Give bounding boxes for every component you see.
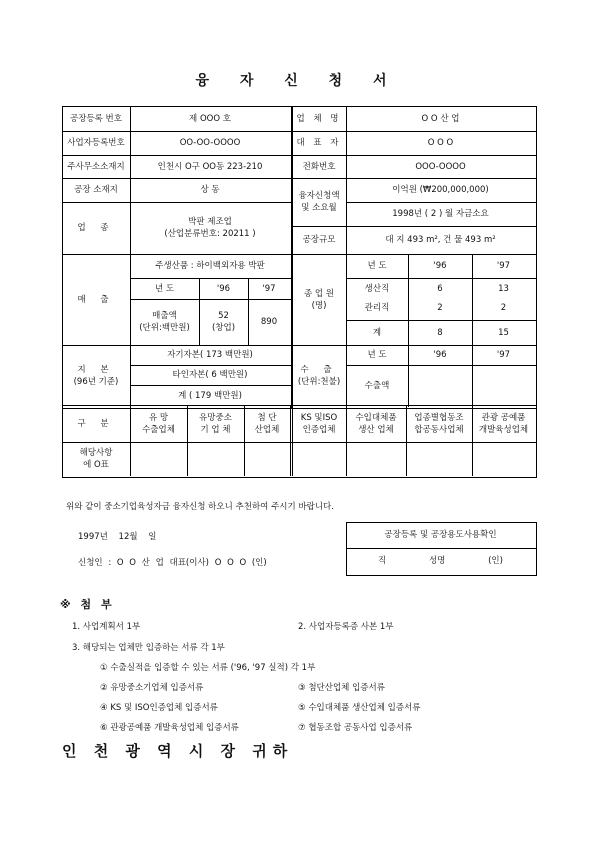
- emp-year-label: 년 도: [367, 261, 387, 271]
- emp-year-97: '97: [496, 261, 511, 271]
- management-96: 2: [437, 303, 443, 313]
- employee-label: [292, 254, 346, 345]
- attachments-title: ※ 첨 부: [60, 598, 115, 611]
- biz-number-value: OO-OO-OOOO: [179, 138, 241, 148]
- category-col2-line1: 유망중소: [199, 412, 232, 423]
- category-coop-firm: [406, 405, 472, 442]
- emp-total-97: 15: [498, 327, 509, 338]
- management-97: 2: [500, 303, 507, 313]
- category-sme-firm: [187, 405, 244, 442]
- applies-label-line2: 에 O표: [83, 460, 109, 470]
- production-label: 생산직: [364, 284, 390, 294]
- document-title: 융 자 신 청 서: [195, 73, 400, 89]
- loan-label-line2: 및 소요월: [301, 203, 337, 213]
- applies-label: [62, 442, 130, 476]
- category-col4-line2: 인증업체: [302, 424, 336, 435]
- address-value: 인천시 O구 OO동 223-210: [157, 161, 263, 172]
- factory-location-label: 공장 소재지: [74, 185, 118, 195]
- attachment-sub-6: ⑥ 관광공예품 개발육성업체 입증서류: [100, 723, 239, 733]
- category-export-firm: [130, 405, 187, 442]
- category-col5-line1: 수입대체품: [355, 412, 397, 423]
- production-96: 6: [437, 284, 443, 294]
- emp-year-96: '96: [433, 261, 447, 271]
- export-amount-label: 수출액: [364, 381, 390, 391]
- attachment-sub-4: ④ KS 및 ISO인증업체 입증서류: [100, 703, 218, 713]
- export-year-label: 년 도: [367, 350, 387, 360]
- category-col1-line2: 수출업체: [142, 424, 175, 435]
- confirm-box-header: 공장등록 및 공장용도사용확인: [384, 530, 497, 540]
- sales-amount-label: [130, 299, 199, 345]
- reg-number-value: 제 OOO 호: [189, 113, 231, 124]
- category-ks-iso-firm: [292, 405, 346, 442]
- company-label: 업 체 명: [296, 113, 342, 124]
- date-text: 1997년 12월 일: [78, 532, 157, 542]
- category-col7-line1: 관광 공예품: [481, 412, 526, 423]
- ceo-value: O O O: [427, 138, 454, 148]
- phone-label: 전화번호: [302, 161, 336, 172]
- sales-year-label: 년 도: [154, 283, 175, 294]
- confirm-box-row: 직 성명 (인): [378, 556, 503, 566]
- sales-year-96: '96: [216, 283, 231, 294]
- employee-title: 종 업 원: [303, 288, 335, 299]
- attachment-1: 1. 사업계획서 1부: [72, 622, 141, 632]
- category-col6-line1: 업종별협동조: [414, 412, 464, 423]
- industry-code: (산업분류번호: 20211 ): [164, 229, 256, 239]
- phone-value: OOO-OOOO: [415, 161, 466, 172]
- main-product: 주생산품 : 하이백외자용 박판: [155, 261, 265, 271]
- attachment-2: 2. 사업자등록증 사본 1부: [298, 622, 394, 632]
- attachment-3: 3. 해당되는 업체만 입증하는 서류 각 1부: [72, 643, 225, 653]
- attachment-sub-3: ③ 첨단산업체 입증서류: [298, 683, 385, 693]
- applies-label-line1: 해당사항: [79, 448, 113, 458]
- own-capital: 자기자본( 173 백만원): [167, 350, 253, 360]
- industry-name: 박판 제조업: [188, 217, 232, 227]
- applicant-text: 신청인 : O O 산 업 대표(이사) O O O (인): [78, 558, 267, 568]
- loan-label-line1: 융자신청액: [298, 191, 340, 201]
- loan-label: [292, 178, 346, 226]
- total-capital: 계 ( 179 백만원): [178, 391, 242, 401]
- category-col5-line2: 생산 업체: [358, 424, 394, 435]
- category-col6-line2: 합공동사업체: [414, 424, 464, 435]
- category-craft-firm: [472, 405, 535, 442]
- address-label: 주사무소소재지: [67, 161, 125, 172]
- sales-year-97: '97: [262, 283, 276, 294]
- emp-total-label: 계: [372, 327, 382, 338]
- reg-number-label: 공장등록 번호: [70, 113, 122, 124]
- category-col4-line1: KS 및ISO: [300, 412, 338, 423]
- factory-location-value: 상 동: [200, 185, 220, 195]
- company-value: O O 산 업: [421, 113, 460, 124]
- export-year-96: '96: [433, 350, 447, 360]
- employee-unit: (명): [311, 300, 327, 311]
- scale-value: 대 지 493 m², 건 물 493 m²: [385, 235, 496, 245]
- addressee: 인 천 광 역 시 장 귀하: [62, 742, 294, 760]
- capital-label: [62, 345, 130, 407]
- export-unit: (단위:천불): [297, 377, 341, 387]
- sales-97-value: 890: [260, 317, 278, 327]
- management-label: 관리직: [364, 303, 390, 313]
- category-col3-line1: 첨 단: [257, 412, 277, 423]
- attachment-sub-7: ⑦ 협동조합 공동사업 입증서류: [298, 723, 413, 733]
- industry-value: [130, 202, 290, 254]
- sales-96-value: [199, 299, 248, 345]
- attachment-sub-5: ⑤ 수입대체품 생산업체 입증서류: [298, 703, 421, 713]
- scale-label: 공장규모: [302, 235, 336, 245]
- sales-96-note: (창업): [211, 323, 236, 333]
- loan-month: 1998년 ( 2 ) 월 자금소요: [392, 209, 489, 219]
- category-hightech-firm: [244, 405, 290, 442]
- capital-basis: (96년 기준): [73, 377, 119, 387]
- sales-amount-title: 매출액: [152, 311, 177, 321]
- production-97: 13: [498, 284, 509, 294]
- category-label: 구 분: [77, 418, 115, 429]
- sales-label: 매 출: [77, 294, 115, 305]
- request-text: 위와 같이 중소기업육성자금 융자신청 하오니 추천하여 주시기 바랍니다.: [66, 502, 334, 512]
- export-title: 수 출: [300, 365, 338, 375]
- industry-label: 업 종: [77, 223, 115, 233]
- capital-title: 지 본: [77, 365, 115, 375]
- category-col2-line2: 기 업 체: [200, 424, 231, 435]
- export-year-97: '97: [496, 350, 511, 360]
- ceo-label: 대 표 자: [296, 138, 342, 148]
- sales-amount-unit: (단위:백만원): [139, 323, 190, 333]
- attachment-sub-2: ② 유망중소기업체 입증서류: [100, 683, 204, 693]
- attachment-sub-1: ① 수출실적을 입증할 수 있는 서류 ('96, '97 실적) 각 1부: [100, 663, 316, 673]
- sales-96-amount: 52: [218, 311, 229, 321]
- other-capital: 타인자본( 6 백만원): [172, 370, 248, 380]
- category-col7-line2: 개발육성업체: [478, 424, 529, 435]
- loan-amount: 이억원 (₩200,000,000): [392, 185, 489, 195]
- category-import-sub-firm: [346, 405, 406, 442]
- export-label: [292, 345, 346, 407]
- emp-total-96: 8: [437, 327, 443, 338]
- biz-number-label: 사업자등록번호: [67, 138, 125, 148]
- category-col3-line2: 산업체: [254, 424, 280, 435]
- category-col1-line1: 유 망: [148, 412, 169, 423]
